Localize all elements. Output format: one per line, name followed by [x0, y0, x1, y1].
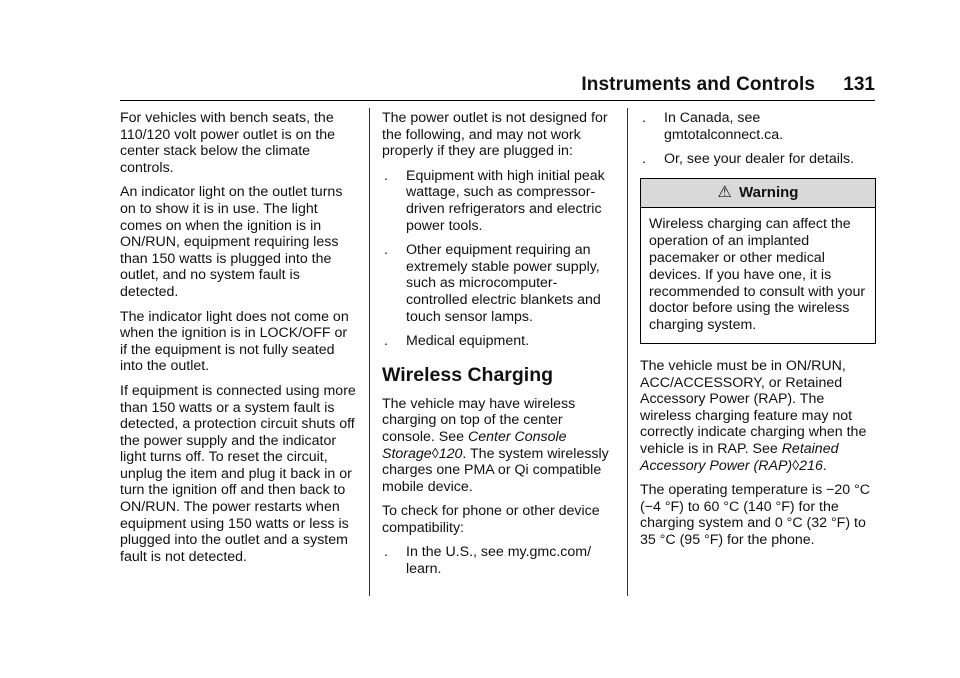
list-item-text: Other equipment requiring an extremely stable power supply, such as microcomputer-controlled electric blankets and touch sensor lamps.	[406, 242, 601, 325]
section-header-title: Instruments and Controls	[581, 74, 815, 95]
paragraph-wireless-intro	[382, 396, 615, 496]
bullet-mark: .	[384, 333, 388, 350]
paragraph-protection-circuit: If equipment is connected using more than 150 watts or a system fault is detected, a protection circuit shuts off the power supply and the indicator light turns off. To reset the circuit, unplug the item and plug it back in or turn the ignition off and then back to ON/RUN. The power restarts when equipment using 150 watts or less is plugged into the outlet and a system fault is not detected.	[120, 382, 356, 565]
warning-icon: ⚠	[717, 183, 732, 201]
list-item	[640, 110, 876, 143]
text-span: The vehicle must be in ON/RUN, ACC/ACCESSORY, or Retained Accessory Power (RAP). The wireless charging feature may not correctly indicate charging when the vehicle is in RAP. See	[640, 357, 867, 457]
warning-body: Wireless charging can affect the operation of an implanted pacemaker or other medical devices. If you have one, it is recommended to consult with your doctor before using the wireless charging system.	[649, 216, 866, 334]
column-divider-2	[627, 108, 628, 596]
cross-reference-link[interactable]: Retained Accessory Power (RAP)	[640, 440, 839, 474]
text-span: . The system wirelessly charges one PMA or Qi compatible mobile device.	[382, 445, 609, 495]
bullet-mark: .	[642, 151, 646, 168]
page-header	[120, 70, 875, 101]
bullet-mark: .	[384, 167, 388, 184]
paragraph-rap	[640, 358, 876, 474]
section-title-wireless-charging: Wireless Charging	[382, 363, 554, 386]
bullet-mark: .	[642, 110, 646, 126]
list-item-text: Equipment with high initial peak wattage, such as compressor-driven refrigerators and electric power tools.	[406, 167, 605, 234]
page-ref-number[interactable]: 216	[799, 457, 823, 474]
paragraph-bench-seats: For vehicles with bench seats, the 110/120 volt power outlet is on the center stack below the climate controls.	[120, 110, 336, 176]
bullet-mark: .	[384, 544, 388, 561]
list-item	[382, 544, 615, 577]
text-span: The vehicle may have wireless charging on top of the center console. See	[382, 395, 576, 445]
column-divider-1	[369, 108, 370, 596]
list-item-text: Or, see your dealer for details.	[664, 151, 855, 168]
column-1	[120, 110, 358, 573]
list-item	[382, 242, 615, 325]
list-item-text: In Canada, see gmtotalconnect.ca.	[664, 110, 784, 143]
list-item-text: In the U.S., see my.gmc.com/ learn.	[406, 544, 592, 578]
warning-title: Warning	[739, 183, 799, 201]
text-span: .	[822, 457, 827, 474]
paragraph-indicator-light-off: The indicator light does not come on when the ignition is in LOCK/OFF or if the equipment is not fully seated into the outlet.	[120, 308, 349, 375]
list-item	[382, 168, 615, 234]
page-ref-arrow-icon: ◊	[431, 445, 439, 462]
cross-reference-link[interactable]: Center Console Storage	[382, 428, 567, 462]
paragraph-compatibility: To check for phone or other device compatibility:	[382, 503, 600, 536]
bullet-mark: .	[384, 242, 388, 259]
paragraph-indicator-light-on: An indicator light on the outlet turns on to show it is in use. The light comes on when the ignition is in ON/RUN, equipment requiring less than 150 watts is plugged into the outlet, and no system fault is detected.	[120, 184, 343, 300]
column-3	[640, 110, 876, 556]
column-2	[382, 110, 615, 586]
paragraph-outlet-limitations: The power outlet is not designed for the following, and may not work properly if they are plugged in:	[382, 110, 608, 160]
list-item	[640, 151, 876, 168]
page-ref-arrow-icon: ◊	[792, 457, 800, 474]
warning-header	[641, 179, 875, 209]
paragraph-operating-temperature: The operating temperature is −20 °C (−4 °F) to 60 °C (140 °F) for the charging system and 0 °C (32 °F) to 35 °C (95 °F) for the phone.	[640, 482, 871, 548]
list-item-text: Medical equipment.	[406, 333, 530, 350]
page-ref-number[interactable]: 120	[438, 445, 463, 462]
list-item	[382, 333, 615, 350]
warning-box	[640, 178, 876, 344]
page-number: 131	[843, 74, 875, 95]
